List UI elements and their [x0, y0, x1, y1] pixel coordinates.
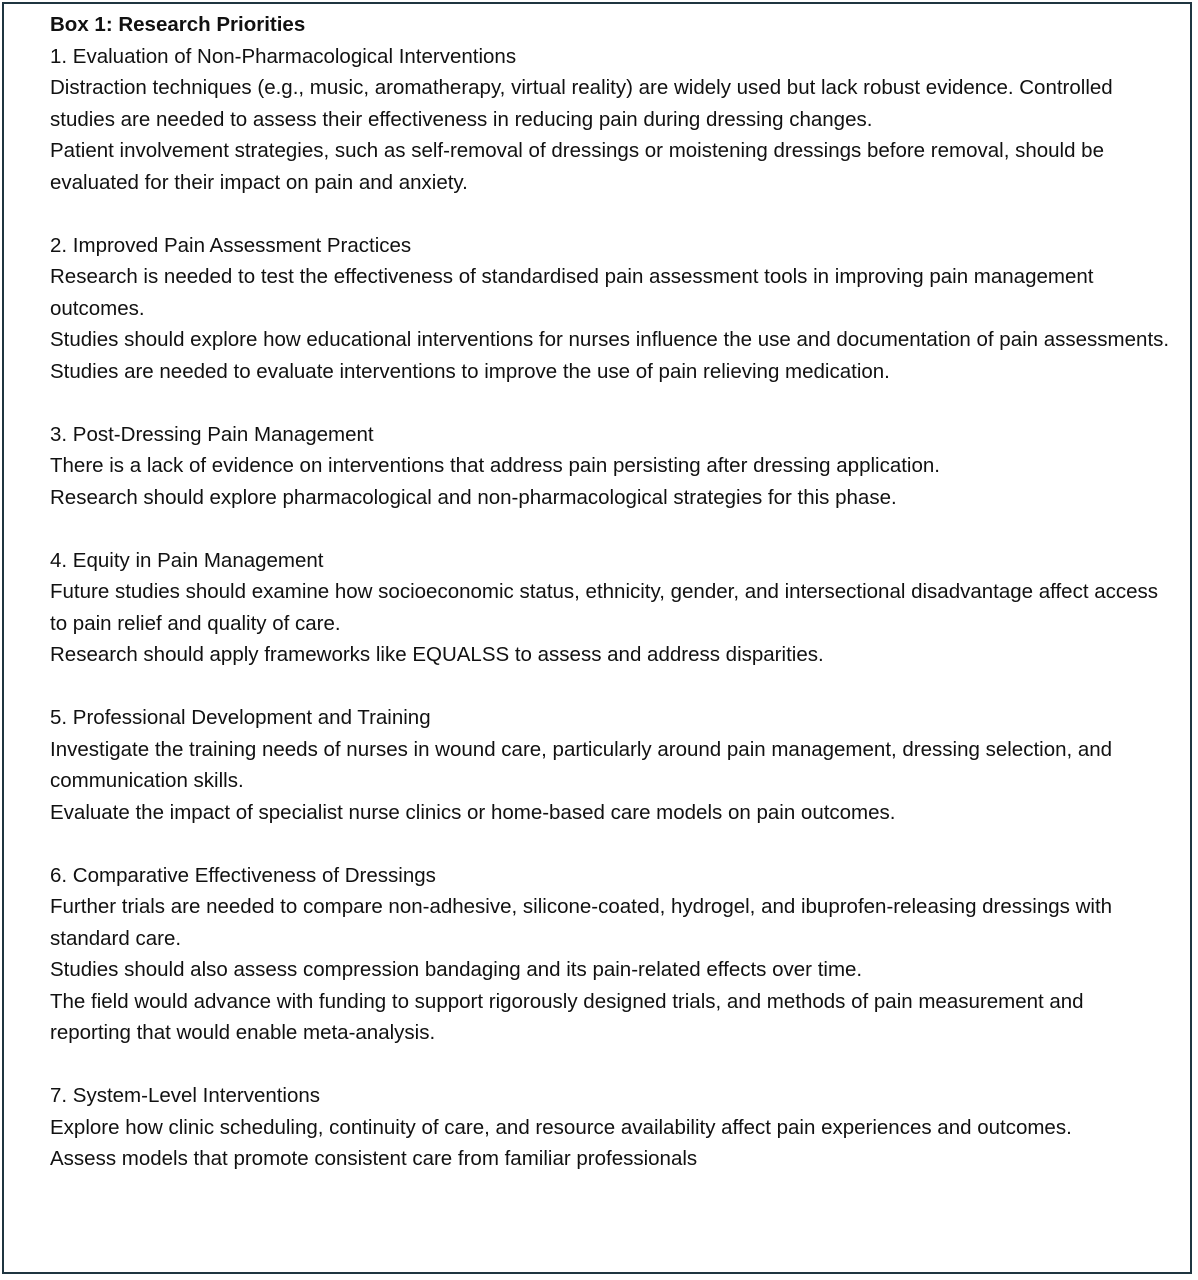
research-priorities-box — [2, 2, 1192, 1274]
section-paragraph: Studies should explore how educational interventions for nurses influence the use and documentation of pain assessments. — [50, 328, 1170, 351]
section-paragraph: Assess models that promote consistent care from familiar professionals — [50, 1147, 698, 1170]
box-title: Box 1: Research Priorities — [50, 13, 306, 36]
section-paragraph: Research should apply frameworks like EQUALSS to assess and address disparities. — [50, 643, 824, 666]
section-heading: 1. Evaluation of Non-Pharmacological Interventions — [50, 44, 517, 68]
section-paragraph: There is a lack of evidence on interventions that address pain persisting after dressing application. — [50, 454, 940, 477]
section-paragraph: Future studies should examine how socioeconomic status, ethnicity, gender, and intersectional disadvantage affect access to pain relief and quality of care. — [50, 580, 1159, 635]
section-paragraph: Studies should also assess compression bandaging and its pain-related effects over time. — [50, 958, 863, 981]
section-heading: 2. Improved Pain Assessment Practices — [50, 233, 412, 257]
section-paragraph: Investigate the training needs of nurses in wound care, particularly around pain management, dressing selection, and communication skills. — [50, 737, 1113, 792]
section-heading: 5. Professional Development and Training — [50, 706, 431, 729]
section-3 — [50, 419, 1170, 514]
section-paragraph: Research should explore pharmacological and non-pharmacological strategies for this phase. — [50, 485, 897, 509]
section-paragraph: Research is needed to test the effectiveness of standardised pain assessment tools in improving pain management outcomes. — [50, 265, 1094, 320]
section-6 — [50, 860, 1170, 1049]
section-paragraph: Studies are needed to evaluate interventions to improve the use of pain relieving medication. — [50, 359, 890, 383]
section-7 — [50, 1080, 1170, 1175]
section-heading: 3. Post-Dressing Pain Management — [50, 422, 374, 446]
section-heading: 7. System-Level Interventions — [50, 1084, 321, 1107]
box-content — [50, 9, 1170, 1175]
section-heading: 6. Comparative Effectiveness of Dressings — [50, 863, 436, 887]
section-2 — [50, 230, 1170, 388]
section-heading: 4. Equity in Pain Management — [50, 548, 324, 572]
section-paragraph: The field would advance with funding to support rigorously designed trials, and methods of pain measurement and reporting that would enable meta-analysis. — [50, 989, 1084, 1044]
section-paragraph: Distraction techniques (e.g., music, aromatherapy, virtual reality) are widely used but lack robust evidence. Controlled studies are needed to assess their effectiveness in reducing pain during dressing changes. — [50, 76, 1113, 131]
section-paragraph: Evaluate the impact of specialist nurse clinics or home-based care models on pain outcomes. — [50, 800, 896, 824]
section-1 — [50, 41, 1170, 199]
section-paragraph: Explore how clinic scheduling, continuity of care, and resource availability affect pain experiences and outcomes. — [50, 1115, 1072, 1139]
section-paragraph: Further trials are needed to compare non-adhesive, silicone-coated, hydrogel, and ibuprofen-releasing dressings with standard care. — [50, 895, 1113, 950]
section-paragraph: Patient involvement strategies, such as self-removal of dressings or moistening dressings before removal, should be evaluated for their impact on pain and anxiety. — [50, 139, 1104, 194]
section-4 — [50, 545, 1170, 671]
section-5 — [50, 702, 1170, 828]
